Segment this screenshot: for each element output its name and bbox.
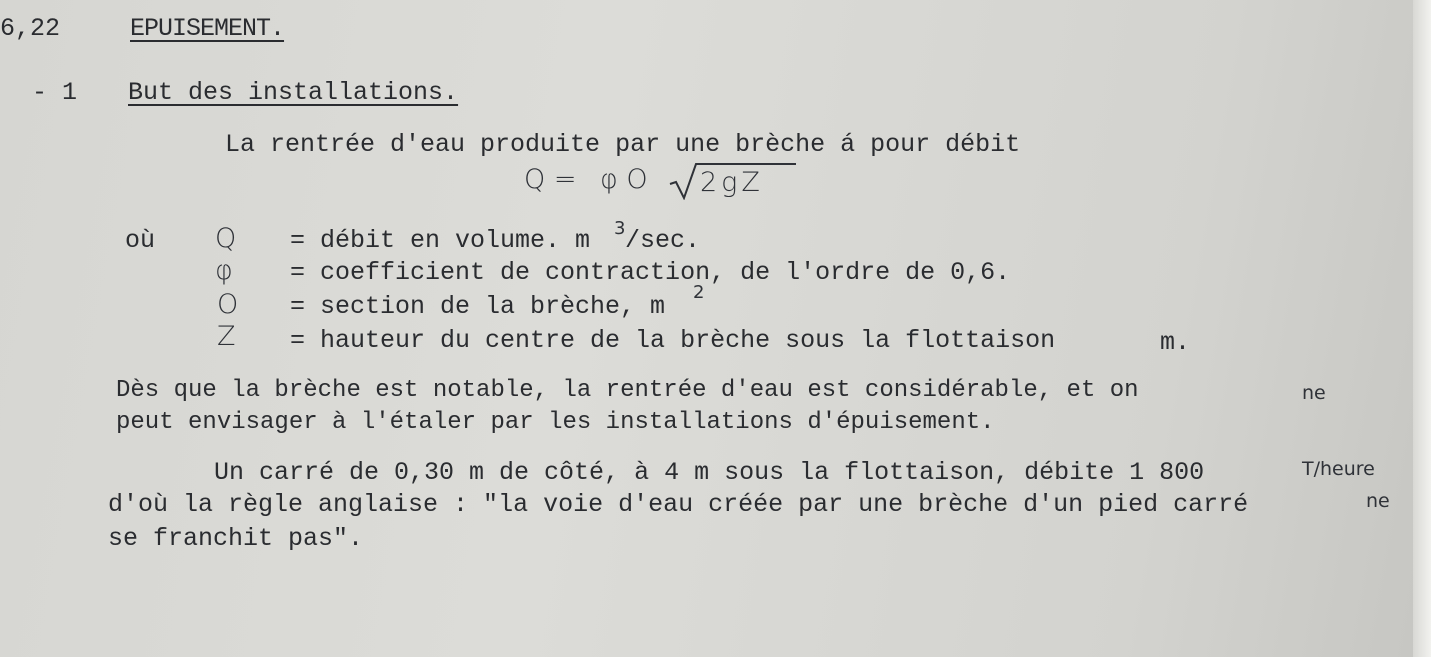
definition-q-unit-rest: /sec. [625,226,701,255]
symbol-q: Q [215,223,237,254]
subsection-title: But des installations. [128,78,459,107]
definition-q: = débit en volume. m [290,226,591,255]
intro-line: La rentrée d'eau produite par une brèche á pour débit [225,130,1021,159]
paragraph1-line2: peut envisager à l'étaler par les installations d'épuisement. [116,409,995,436]
definitions-lead: où [125,226,156,255]
definition-phi: = coefficient de contraction, de l'ordre de 0,6. [290,258,1011,287]
section-number: 6,22 [0,14,61,43]
definition-o-exponent: 2 [693,282,705,303]
symbol-z: Z [217,321,236,352]
paragraph2-line1-unit: T/heure [1302,458,1375,480]
paragraph2-line2: d'où la règle anglaise : "la voie d'eau créée par une brèche d'un pied carré [108,490,1249,519]
paragraph1-line1: Dès que la brèche est notable, la rentrée d'eau est considérable, et on [116,377,1139,404]
formula-lhs: Q = [524,164,577,195]
formula-sqrt-arg: 2gZ [700,167,764,198]
formula-rhs: φ O [600,164,648,195]
paragraph2-line2-end: ne [1366,490,1390,512]
symbol-phi: φ [215,255,233,286]
subsection-number: - 1 [32,78,78,107]
definition-o: = section de la brèche, m [290,292,666,321]
definition-q-exponent: 3 [614,218,626,239]
section-title: EPUISEMENT. [130,14,285,43]
paragraph2-line3: se franchit pas". [108,524,364,553]
definition-z-unit: m. [1160,328,1191,357]
paragraph1-line1-end: ne [1302,382,1326,404]
definition-z: = hauteur du centre de la brèche sous la flottaison [290,326,1056,355]
paragraph2-line1: Un carré de 0,30 m de côté, à 4 m sous la flottaison, débite 1 800 [214,458,1205,487]
page-edge [1413,0,1431,657]
symbol-o: O [217,289,239,320]
